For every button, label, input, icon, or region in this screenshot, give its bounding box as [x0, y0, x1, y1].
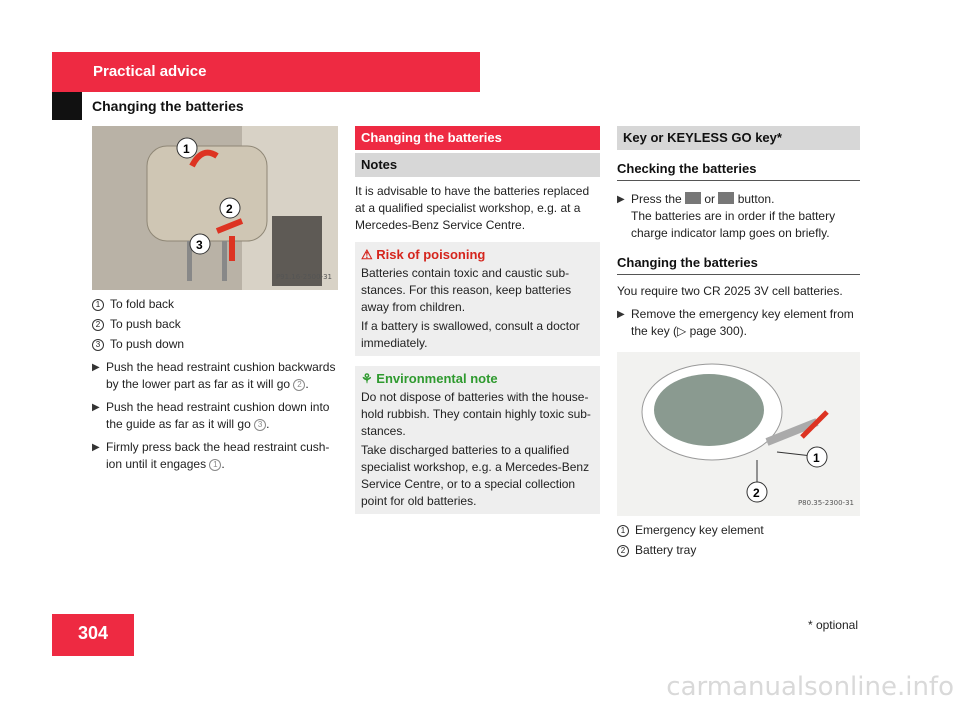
legend-item [617, 522, 860, 539]
section-heading: Changing the batteries [355, 126, 600, 150]
legend-text: To push back [110, 317, 181, 331]
legend-text: Emergency key element [635, 523, 764, 537]
step-text: Firmly press back the head restraint cush-ion until it engages [106, 440, 330, 471]
head-restraint-photo [92, 126, 338, 290]
check-step-or: or [701, 192, 719, 206]
check-step-text: Press the [631, 192, 686, 206]
svg-text:2: 2 [753, 486, 760, 500]
step-ref: 1 [209, 459, 221, 471]
header-marker [52, 92, 82, 120]
legend-number: 1 [617, 525, 629, 537]
page-number-box [52, 614, 134, 656]
column-middle [355, 126, 600, 514]
step [92, 359, 338, 393]
image-code: P91.16-2500-31 [275, 273, 332, 281]
risk-box [355, 242, 600, 356]
legend-text: Battery tray [635, 543, 697, 557]
legend-text: To fold back [110, 297, 175, 311]
head-restraint-illustration [92, 126, 338, 290]
lock-button-icon [685, 192, 701, 204]
environment-box [355, 366, 600, 514]
column-left [92, 126, 338, 473]
key-heading: Key or KEYLESS GO key* [617, 126, 860, 150]
key-photo [617, 352, 860, 516]
step-end: . [266, 417, 270, 431]
risk-title [361, 246, 594, 263]
column-right [617, 126, 860, 562]
step [92, 399, 338, 433]
check-step [617, 191, 860, 208]
change-heading: Changing the batteries [617, 254, 860, 275]
step-ref: 2 [293, 379, 305, 391]
legend-number: 2 [617, 545, 629, 557]
step-text: Push the head restraint cushion down into the guide as far as it will go [106, 400, 330, 431]
change-step-text: Remove the emergency key element from the key (▷ page 300). [631, 307, 854, 338]
svg-text:1: 1 [183, 142, 190, 156]
env-title-text: Environmental note [376, 371, 498, 386]
env-text-2: Take discharged batteries to a qualified specialist workshop, e.g. a Mercedes-Benz Service Centre, or to a special collection point for old batteries. [361, 443, 590, 508]
watermark: carmanualsonline.info [666, 672, 954, 702]
arrow-icon: ▶ [92, 442, 100, 453]
svg-text:3: 3 [196, 238, 203, 252]
risk-text-1: Batteries contain toxic and caustic sub-stances. For this reason, keep batteries away from children. [361, 266, 572, 314]
step [92, 439, 338, 473]
env-text-1: Do not dispose of batteries with the house-hold rubbish. They contain highly toxic sub-stances. [361, 390, 591, 438]
risk-title-text: Risk of poisoning [376, 247, 486, 262]
leaf-icon: ⚘ [361, 371, 377, 386]
arrow-icon: ▶ [617, 194, 625, 205]
legend-text: To push down [110, 337, 185, 351]
svg-text:2: 2 [226, 202, 233, 216]
header-bar [52, 52, 480, 92]
step-end: . [305, 377, 309, 391]
step-end: . [221, 457, 225, 471]
image-code: P80.35-2300-31 [797, 499, 854, 507]
arrow-icon: ▶ [617, 309, 625, 320]
check-result: The batteries are in order if the battery charge indicator lamp goes on briefly. [631, 209, 836, 240]
check-step-end: button. [734, 192, 775, 206]
warning-icon: ⚠ [361, 247, 377, 262]
risk-text-2: If a battery is swallowed, consult a doctor immediately. [361, 319, 580, 350]
legend-number: 1 [92, 299, 104, 311]
change-text: You require two CR 2025 3V cell batteries. [617, 284, 843, 298]
legend-item [92, 316, 338, 333]
env-title [361, 370, 594, 387]
legend-item [617, 542, 860, 559]
arrow-icon: ▶ [92, 402, 100, 413]
unlock-button-icon [718, 192, 734, 204]
legend-number: 2 [92, 319, 104, 331]
key-illustration [617, 352, 860, 516]
page-number: 304 [77, 623, 109, 643]
notes-heading: Notes [355, 153, 600, 177]
legend-item [92, 296, 338, 313]
change-step [617, 306, 860, 340]
legend-item [92, 336, 338, 353]
section-title: Practical advice [93, 63, 207, 80]
svg-text:1: 1 [813, 451, 820, 465]
subsection-title: Changing the batteries [92, 98, 244, 114]
arrow-icon: ▶ [92, 362, 100, 373]
step-ref: 3 [254, 419, 266, 431]
step-text: Push the head restraint cushion backwards by the lower part as far as it will go [106, 360, 336, 391]
legend-number: 3 [92, 339, 104, 351]
notes-text: It is advisable to have the batteries replaced at a qualified specialist workshop, e.g. at a Mercedes-Benz Service Centre. [355, 184, 590, 232]
footnote: * optional [807, 618, 858, 632]
check-heading: Checking the batteries [617, 160, 860, 181]
